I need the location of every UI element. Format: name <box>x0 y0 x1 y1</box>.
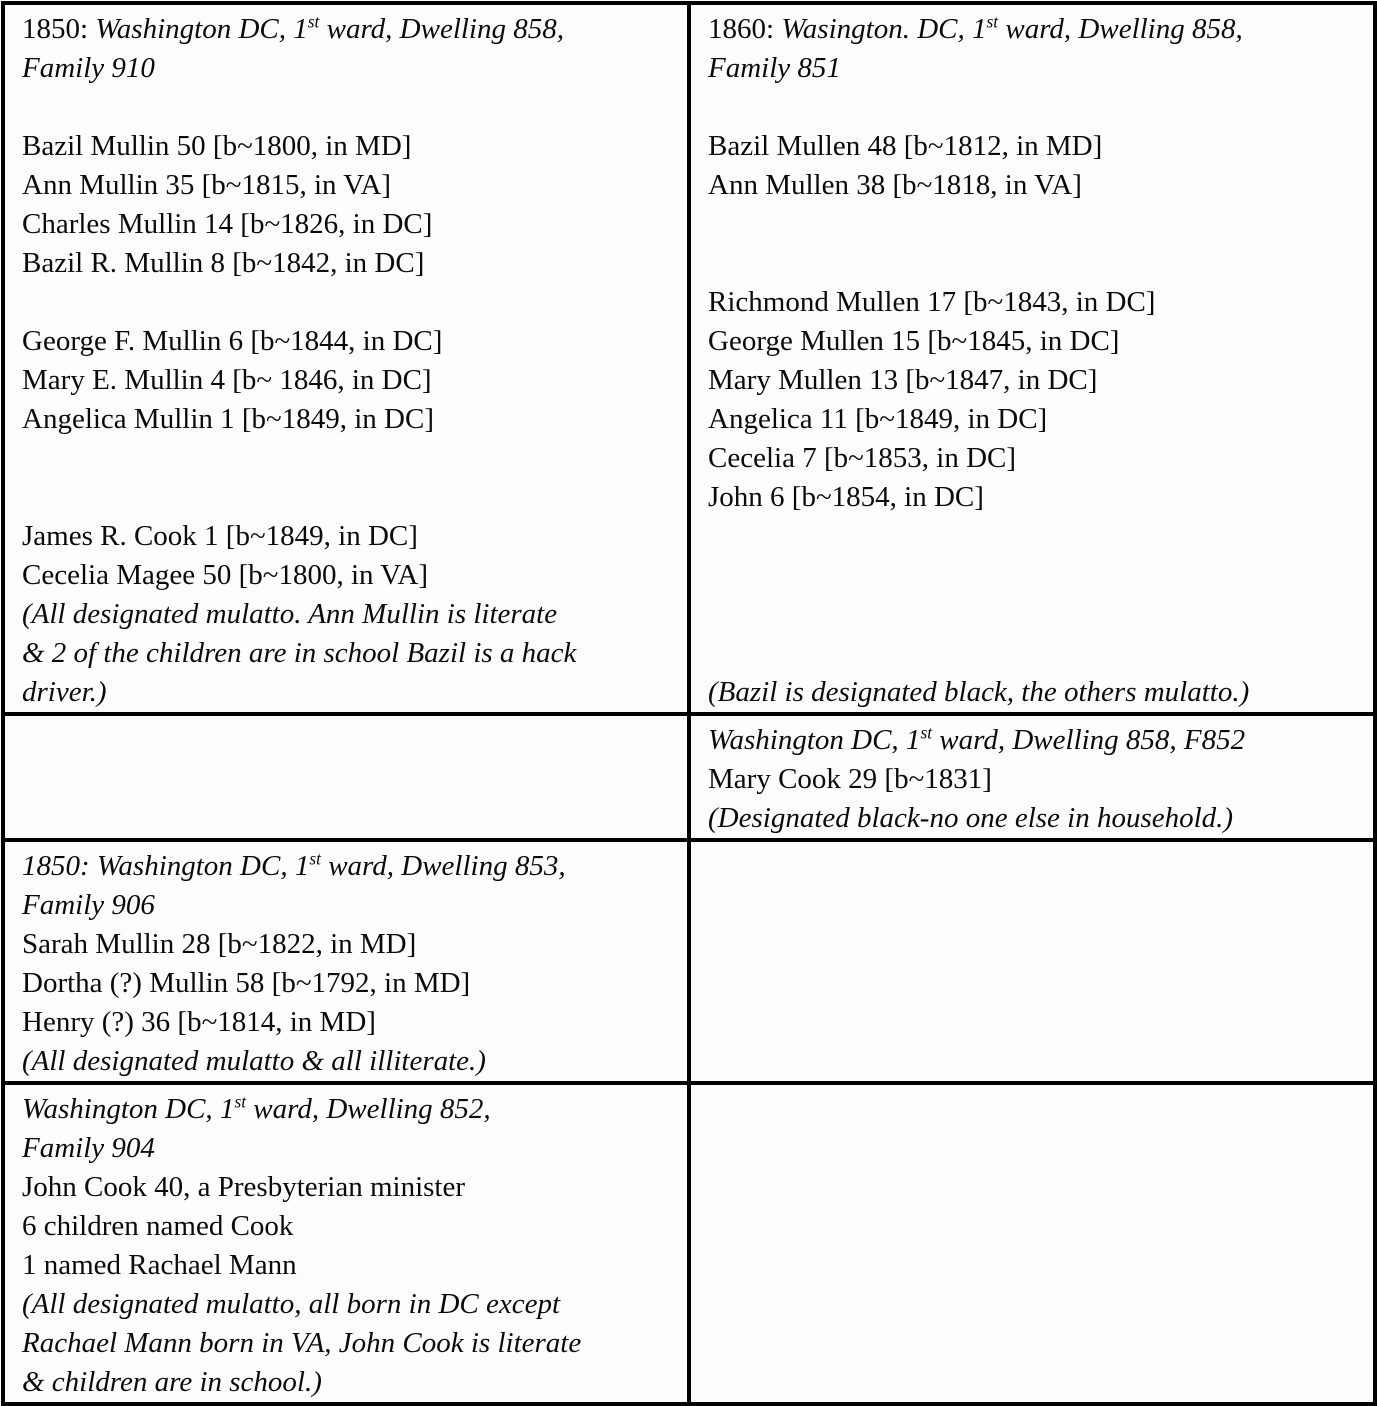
text-line <box>708 400 1363 439</box>
text-segment: (Bazil is designated black, the others mulatto.) <box>708 676 1250 708</box>
text-line <box>22 361 677 400</box>
text-line <box>22 1090 677 1129</box>
text-line <box>22 49 677 88</box>
text-segment: Rachael Mann born in VA, John Cook is literate <box>22 1327 582 1359</box>
text-segment: st <box>307 11 320 32</box>
text-segment: Bazil Mullen 48 [b~1812, in MD] <box>708 130 1103 162</box>
text-line <box>708 517 1363 556</box>
text-segment: Family 851 <box>708 52 841 84</box>
text-line <box>22 10 677 49</box>
text-segment: Mary Mullen 13 [b~1847, in DC] <box>708 364 1098 396</box>
text-segment: Bazil R. Mullin 8 [b~1842, in DC] <box>22 247 425 279</box>
text-line <box>22 88 677 127</box>
text-segment: Family 910 <box>22 52 155 84</box>
table-cell <box>689 714 1375 840</box>
text-segment: Washington DC, 1 <box>22 1093 235 1125</box>
text-segment: John 6 [b~1854, in DC] <box>708 481 984 513</box>
table-row <box>3 3 1375 714</box>
text-line <box>22 925 677 964</box>
text-line <box>22 847 677 886</box>
text-line <box>708 322 1363 361</box>
text-line <box>22 478 677 517</box>
text-segment: Richmond Mullen 17 [b~1843, in DC] <box>708 286 1156 318</box>
text-line <box>708 556 1363 595</box>
text-line <box>22 1285 677 1324</box>
text-line <box>22 283 677 322</box>
text-line <box>22 1246 677 1285</box>
text-segment: Dortha (?) Mullin 58 [b~1792, in MD] <box>22 967 471 999</box>
text-segment: George F. Mullin 6 [b~1844, in DC] <box>22 325 443 357</box>
text-segment: Wasington. DC, 1 <box>781 13 987 45</box>
text-segment: Ann Mullen 38 [b~1818, in VA] <box>708 169 1082 201</box>
table-cell <box>3 3 689 714</box>
text-line <box>22 400 677 439</box>
text-segment: Ann Mullin 35 [b~1815, in VA] <box>22 169 392 201</box>
text-segment: 6 children named Cook <box>22 1210 294 1242</box>
text-line <box>22 964 677 1003</box>
text-line <box>708 721 1363 760</box>
text-line <box>22 1129 677 1168</box>
text-line <box>708 283 1363 322</box>
table-cell <box>689 3 1375 714</box>
text-segment: Washington DC, 1 <box>708 724 921 756</box>
text-line <box>708 673 1363 712</box>
text-line <box>22 244 677 283</box>
text-segment: ward, Dwelling 852, <box>246 1093 491 1125</box>
text-segment: Henry (?) 36 [b~1814, in MD] <box>22 1006 376 1038</box>
text-line <box>22 517 677 556</box>
table-row <box>3 840 1375 1083</box>
text-segment: ward, Dwelling 853, <box>320 850 566 882</box>
text-segment: Mary Cook 29 [b~1831] <box>708 763 992 795</box>
text-line <box>22 1324 677 1363</box>
text-line <box>22 127 677 166</box>
text-line <box>22 1003 677 1042</box>
text-line <box>708 49 1363 88</box>
text-segment: James R. Cook 1 [b~1849, in DC] <box>22 520 418 552</box>
text-line <box>22 634 677 673</box>
table-cell <box>3 1083 689 1404</box>
text-segment: driver.) <box>22 676 107 708</box>
text-line <box>22 595 677 634</box>
text-segment: Family 906 <box>22 889 155 921</box>
text-line <box>708 127 1363 166</box>
text-segment: Cecelia 7 [b~1853, in DC] <box>708 442 1017 474</box>
text-line <box>708 595 1363 634</box>
text-line <box>708 361 1363 400</box>
table-row <box>3 1083 1375 1404</box>
text-segment: Mary E. Mullin 4 [b~ 1846, in DC] <box>22 364 432 396</box>
table-cell <box>3 714 689 840</box>
text-line <box>708 10 1363 49</box>
text-line <box>708 205 1363 244</box>
text-segment: Charles Mullin 14 [b~1826, in DC] <box>22 208 433 240</box>
text-line <box>22 886 677 925</box>
text-segment: ward, Dwelling 858, F852 <box>932 724 1246 756</box>
text-segment: st <box>234 1091 247 1112</box>
table-cell <box>3 840 689 1083</box>
text-line <box>708 88 1363 127</box>
text-segment: st <box>920 722 933 743</box>
text-segment: Cecelia Magee 50 [b~1800, in VA] <box>22 559 429 591</box>
text-line <box>22 1042 677 1081</box>
text-line <box>22 166 677 205</box>
text-line <box>708 478 1363 517</box>
text-segment: 1 named Rachael Mann <box>22 1249 297 1281</box>
text-segment: 1850: Washington DC, 1 <box>22 850 310 882</box>
text-segment: 1860: <box>708 13 782 45</box>
text-segment: ward, Dwelling 858, <box>998 13 1243 45</box>
census-table <box>1 1 1377 1406</box>
text-line <box>708 439 1363 478</box>
table-cell <box>689 840 1375 1083</box>
text-line <box>22 205 677 244</box>
text-segment: (All designated mulatto. Ann Mullin is literate <box>22 598 558 630</box>
text-segment: Angelica Mullin 1 [b~1849, in DC] <box>22 403 434 435</box>
text-segment: (All designated mulatto, all born in DC except <box>22 1288 561 1320</box>
text-segment: Washington DC, 1 <box>95 13 308 45</box>
text-segment: Family 904 <box>22 1132 155 1164</box>
text-segment: (Designated black-no one else in household.) <box>708 802 1234 834</box>
text-segment: st <box>986 11 999 32</box>
text-segment: (All designated mulatto & all illiterate.) <box>22 1045 486 1077</box>
text-segment: Angelica 11 [b~1849, in DC] <box>708 403 1048 435</box>
text-line <box>22 439 677 478</box>
text-line <box>22 1207 677 1246</box>
text-segment: ward, Dwelling 858, <box>319 13 564 45</box>
table-cell <box>689 1083 1375 1404</box>
text-segment: & 2 of the children are in school Bazil is a hack <box>22 637 577 669</box>
text-line <box>22 322 677 361</box>
text-line <box>22 673 677 712</box>
text-segment: st <box>309 848 321 869</box>
text-segment: John Cook 40, a Presbyterian minister <box>22 1171 466 1203</box>
text-segment: Sarah Mullin 28 [b~1822, in MD] <box>22 928 417 960</box>
text-segment: & children are in school.) <box>22 1366 322 1398</box>
table-row <box>3 714 1375 840</box>
text-segment: Bazil Mullin 50 [b~1800, in MD] <box>22 130 412 162</box>
text-line <box>708 244 1363 283</box>
text-line <box>22 556 677 595</box>
text-line <box>708 760 1363 799</box>
text-line <box>22 1168 677 1207</box>
text-line <box>708 166 1363 205</box>
text-line <box>22 1363 677 1402</box>
text-line <box>708 799 1363 838</box>
text-segment: George Mullen 15 [b~1845, in DC] <box>708 325 1120 357</box>
census-table-body <box>3 3 1375 1404</box>
text-segment: 1850: <box>22 13 96 45</box>
text-line <box>708 634 1363 673</box>
